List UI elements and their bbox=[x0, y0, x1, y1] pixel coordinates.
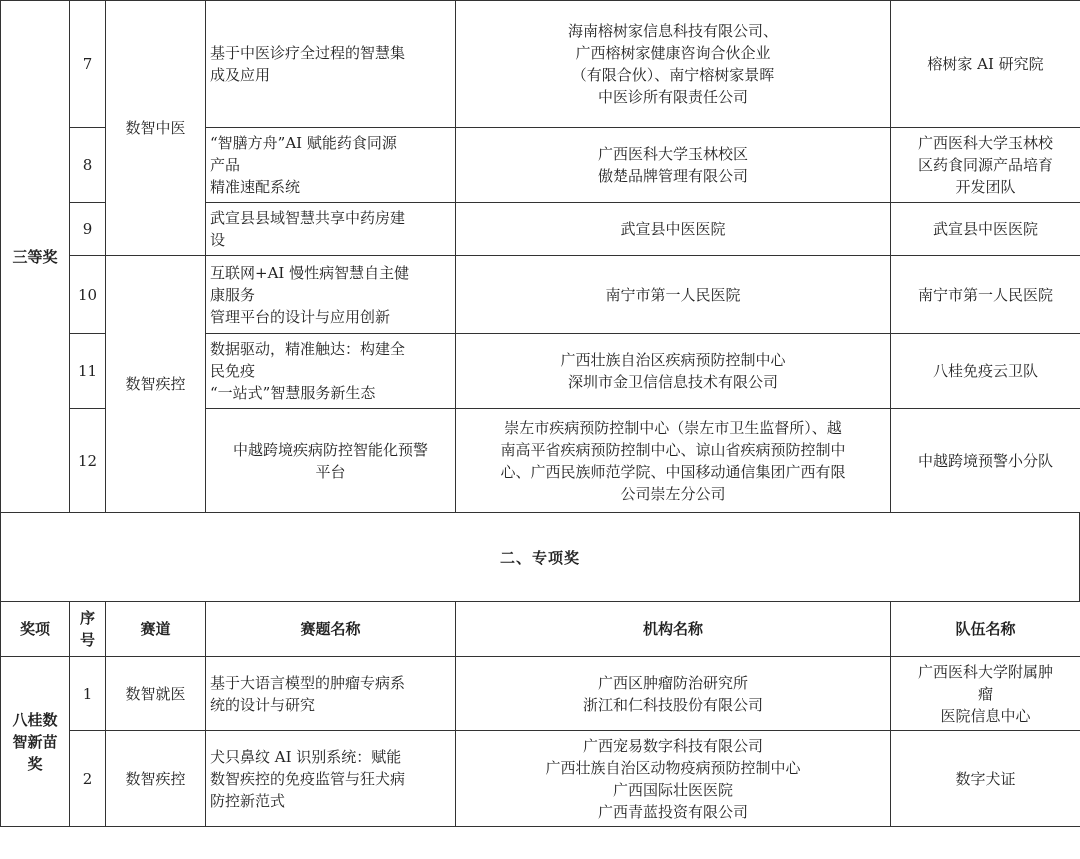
team-cell-line: 瘤 bbox=[977, 684, 993, 703]
team-cell-line: 八桂免疫云卫队 bbox=[932, 362, 1038, 380]
team-cell-line: 广西医科大学附属肿 bbox=[917, 662, 1053, 681]
section-title: 二、专项奖 bbox=[0, 512, 1080, 602]
team-cell bbox=[891, 1, 1080, 128]
table-row bbox=[1, 1, 1080, 128]
team-cell-line: 武宣县中医医院 bbox=[932, 220, 1038, 238]
title-cell-line: 设 bbox=[210, 231, 226, 249]
org-cell-line: 武宣县中医医院 bbox=[620, 220, 726, 238]
team-cell-line: 广西医科大学玉林校 bbox=[917, 134, 1053, 152]
row-number-line: 12 bbox=[77, 451, 98, 470]
title-cell bbox=[206, 334, 456, 409]
track-cell-line: 数智疾控 bbox=[125, 375, 186, 393]
title-cell-line: 防控新范式 bbox=[210, 791, 286, 810]
special-prize-table bbox=[0, 601, 1080, 827]
title-cell-line: “智膳方舟”AI 赋能药食同源 bbox=[210, 134, 397, 152]
org-cell bbox=[456, 128, 891, 203]
row-number-line: 10 bbox=[77, 285, 98, 304]
row-number bbox=[70, 731, 106, 827]
row-number bbox=[70, 657, 106, 731]
row-number-line: 1 bbox=[82, 684, 93, 703]
row-number bbox=[70, 203, 106, 256]
title-cell-line: 产品 bbox=[210, 156, 241, 174]
org-cell bbox=[456, 203, 891, 256]
team-cell-line: 医院信息中心 bbox=[940, 706, 1031, 725]
title-cell-line: 管理平台的设计与应用创新 bbox=[210, 307, 391, 326]
title-cell bbox=[206, 256, 456, 334]
track-cell bbox=[106, 256, 206, 513]
header-title bbox=[206, 602, 456, 657]
org-cell-line: 浙江和仁科技股份有限公司 bbox=[582, 695, 763, 714]
team-cell bbox=[891, 256, 1080, 334]
header-no bbox=[70, 602, 106, 657]
team-cell-line: 数字犬证 bbox=[955, 769, 1016, 788]
title-cell bbox=[206, 731, 456, 827]
header-no-line: 号 bbox=[79, 631, 95, 649]
track-cell bbox=[106, 657, 206, 731]
org-cell-line: 傲楚品牌管理有限公司 bbox=[597, 167, 748, 185]
team-cell-line: 开发团队 bbox=[955, 178, 1016, 196]
org-cell-line: 南宁市第一人民医院 bbox=[605, 285, 741, 304]
title-cell-line: 中越跨境疾病防控智能化预警 bbox=[232, 440, 428, 459]
award-cell-line: 三等奖 bbox=[12, 247, 58, 266]
track-cell bbox=[106, 731, 206, 827]
team-cell bbox=[891, 731, 1080, 827]
row-number bbox=[70, 1, 106, 128]
team-cell-line: 南宁市第一人民医院 bbox=[917, 285, 1053, 304]
title-cell bbox=[206, 1, 456, 128]
org-cell-line: 海南榕树家信息科技有限公司、 bbox=[567, 22, 778, 40]
team-cell bbox=[891, 334, 1080, 409]
award-cell-line: 奖 bbox=[27, 754, 43, 773]
header-row bbox=[1, 602, 1080, 657]
table-row bbox=[1, 657, 1080, 731]
track-cell bbox=[106, 1, 206, 256]
org-cell-line: 南高平省疾病预防控制中心、谅山省疾病预防控制中 bbox=[500, 440, 846, 459]
title-cell-line: 犬只鼻纹 AI 识别系统：赋能 bbox=[210, 747, 402, 766]
org-cell-line: 广西医科大学玉林校区 bbox=[597, 145, 748, 163]
title-cell-line: 武宣县县域智慧共享中药房建 bbox=[210, 209, 406, 227]
team-cell bbox=[891, 203, 1080, 256]
title-cell-line: 成及应用 bbox=[210, 66, 271, 84]
team-cell bbox=[891, 657, 1080, 731]
track-cell-line: 数智疾控 bbox=[125, 769, 186, 788]
org-cell-line: 广西青蓝投资有限公司 bbox=[597, 802, 748, 821]
row-number-line: 7 bbox=[82, 55, 93, 73]
org-cell-line: 广西榕树家健康咨询合伙企业 bbox=[575, 44, 771, 62]
header-award bbox=[1, 602, 70, 657]
org-cell-line: 广西区肿瘤防治研究所 bbox=[597, 673, 748, 692]
row-number bbox=[70, 256, 106, 334]
org-cell bbox=[456, 1, 891, 128]
org-cell-line: 广西国际壮医医院 bbox=[612, 780, 733, 799]
header-track bbox=[106, 602, 206, 657]
team-cell bbox=[891, 409, 1080, 513]
title-cell-line: 平台 bbox=[315, 462, 346, 481]
org-cell-line: 中医诊所有限责任公司 bbox=[597, 88, 748, 106]
row-number bbox=[70, 128, 106, 203]
row-number bbox=[70, 334, 106, 409]
header-award-line: 奖项 bbox=[19, 620, 50, 638]
title-cell bbox=[206, 657, 456, 731]
org-cell bbox=[456, 409, 891, 513]
team-cell-line: 中越跨境预警小分队 bbox=[917, 451, 1053, 470]
org-cell-line: （有限合伙）、南宁榕树家景晖 bbox=[571, 66, 775, 84]
header-team bbox=[891, 602, 1080, 657]
track-cell-line: 数智就医 bbox=[125, 684, 186, 703]
header-team-line: 队伍名称 bbox=[955, 620, 1016, 638]
org-cell-line: 公司崇左分公司 bbox=[620, 484, 726, 503]
team-cell-line: 区药食同源产品培育 bbox=[917, 156, 1053, 174]
title-cell-line: 统的设计与研究 bbox=[210, 695, 316, 714]
header-no-line: 序 bbox=[79, 609, 95, 627]
org-cell bbox=[456, 657, 891, 731]
award-cell-line: 八桂数 bbox=[12, 710, 58, 729]
title-cell-line: 基于中医诊疗全过程的智慧集 bbox=[210, 44, 406, 62]
header-title-line: 赛题名称 bbox=[300, 620, 361, 638]
org-cell-line: 深圳市金卫信信息技术有限公司 bbox=[567, 373, 778, 391]
team-cell bbox=[891, 128, 1080, 203]
header-track-line: 赛道 bbox=[140, 620, 171, 638]
row-number bbox=[70, 409, 106, 513]
header-org-line: 机构名称 bbox=[642, 620, 703, 638]
org-cell-line: 广西壮族自治区动物疫病预防控制中心 bbox=[545, 758, 801, 777]
title-cell bbox=[206, 409, 456, 513]
org-cell-line: 广西壮族自治区疾病预防控制中心 bbox=[560, 351, 786, 369]
title-cell bbox=[206, 128, 456, 203]
title-cell-line: 康服务 bbox=[210, 285, 256, 304]
award-cell bbox=[1, 657, 70, 827]
title-cell-line: 基于大语言模型的肿瘤专病系 bbox=[210, 673, 406, 692]
title-cell-line: 精准速配系统 bbox=[210, 178, 301, 196]
header-org bbox=[456, 602, 891, 657]
team-cell-line: 榕树家 AI 研究院 bbox=[927, 55, 1044, 73]
org-cell-line: 心、广西民族师范学院、中国移动通信集团广西有限 bbox=[500, 462, 846, 481]
row-number-line: 2 bbox=[82, 769, 93, 788]
row-number-line: 8 bbox=[82, 156, 93, 174]
title-cell bbox=[206, 203, 456, 256]
row-number-line: 9 bbox=[82, 220, 93, 238]
title-cell-line: “一站式”智慧服务新生态 bbox=[210, 384, 376, 402]
award-cell-line: 智新苗 bbox=[12, 732, 58, 751]
award-cell bbox=[1, 1, 70, 513]
org-cell-line: 崇左市疾病预防控制中心（崇左市卫生监督所）、越 bbox=[504, 418, 842, 437]
org-cell bbox=[456, 256, 891, 334]
row-number-line: 11 bbox=[77, 362, 98, 380]
org-cell-line: 广西宠易数字科技有限公司 bbox=[582, 736, 763, 755]
title-cell-line: 数据驱动，精准触达：构建全 bbox=[210, 340, 406, 358]
table-row bbox=[1, 731, 1080, 827]
track-cell-line: 数智中医 bbox=[125, 119, 186, 137]
table-row bbox=[1, 256, 1080, 334]
title-cell-line: 互联网+AI 慢性病智慧自主健 bbox=[210, 263, 410, 282]
org-cell bbox=[456, 334, 891, 409]
title-cell-line: 民免疫 bbox=[210, 362, 256, 380]
org-cell bbox=[456, 731, 891, 827]
title-cell-line: 数智疾控的免疫监管与狂犬病 bbox=[210, 769, 406, 788]
